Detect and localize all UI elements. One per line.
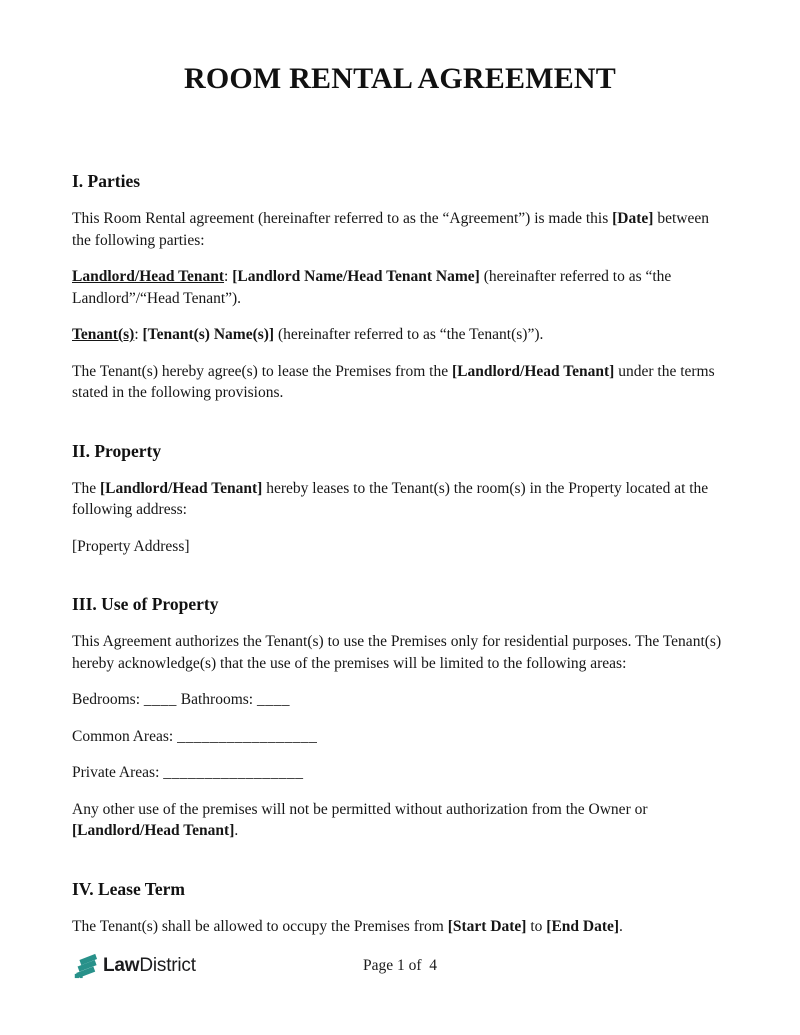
- end-date-placeholder: [End Date]: [546, 917, 620, 935]
- use-intro-text: This Agreement authorizes the Tenant(s) to use the Premises only for residential purposes. The Tenant(s) hereby acknowledge(s) that the use of the premises will be limited to the following areas:: [72, 633, 722, 672]
- occupancy-mid: to: [526, 917, 547, 935]
- tenant-definition-post: (hereinafter referred to as “the Tenant(s)”).: [274, 326, 544, 343]
- date-placeholder: [Date]: [612, 210, 654, 227]
- section-heading-use-of-property: III. Use of Property: [72, 594, 219, 614]
- bathrooms-blank: ____: [257, 691, 290, 708]
- landlord-label: Landlord/Head Tenant: [72, 268, 225, 285]
- use-restriction-paragraph: [72, 799, 728, 842]
- landlord-name-placeholder: [Landlord Name/Head Tenant Name]: [232, 268, 480, 285]
- tenant-name-placeholder: [Tenant(s) Name(s)]: [142, 326, 275, 343]
- bedrooms-label: Bedrooms:: [72, 691, 141, 708]
- private-areas-label: Private Areas:: [72, 764, 160, 781]
- lawdistrict-logo: [72, 952, 196, 980]
- page-footer: [72, 948, 728, 988]
- property-lease-pre: The: [72, 479, 100, 497]
- parties-intro-post: between the following parties:: [72, 210, 709, 249]
- section-heading-lease-term: IV. Lease Term: [72, 878, 185, 899]
- tenant-label: Tenant(s): [72, 326, 135, 343]
- logo-law-text: Law: [103, 955, 140, 976]
- bedrooms-blank: ____: [143, 691, 177, 708]
- occupancy-paragraph: [72, 916, 728, 938]
- common-areas-label: Common Areas:: [72, 727, 174, 745]
- occupancy-pre: The Tenant(s) shall be allowed to occupy the Premises from: [72, 917, 448, 935]
- common-areas-line: [72, 726, 728, 748]
- occupancy-post: .: [619, 917, 623, 935]
- parties-intro-pre: This Room Rental agreement (hereinafter referred to as the “Agreement”) is made this: [72, 210, 613, 227]
- property-address-paragraph: [72, 536, 728, 558]
- landlord-definition-paragraph: [72, 266, 728, 309]
- bathrooms-label: Bathrooms:: [180, 691, 254, 708]
- section-heading-parties: I. Parties: [72, 171, 141, 191]
- property-lease-paragraph: [72, 478, 728, 521]
- private-areas-blank: _________________: [163, 764, 304, 781]
- landlord-head-tenant-placeholder: [Landlord/Head Tenant]: [451, 362, 615, 380]
- tenant-separator: :: [134, 326, 143, 343]
- lawdistrict-logo-icon: [72, 952, 98, 980]
- use-intro-paragraph: [72, 631, 728, 674]
- property-address-placeholder: [Property Address]: [72, 537, 190, 555]
- landlord-definition-post: (hereinafter referred to as “the Landlord”/“Head Tenant”).: [72, 268, 672, 307]
- page-indicator: Page 1 of 4: [362, 957, 438, 974]
- tenant-definition-paragraph: [72, 324, 728, 346]
- landlord-head-tenant-placeholder: [Landlord/Head Tenant]: [99, 479, 263, 497]
- property-lease-post: hereby leases to the Tenant(s) the room(s) in the Property located at the following address:: [72, 479, 709, 518]
- landlord-head-tenant-placeholder: [Landlord/Head Tenant]: [72, 822, 235, 839]
- start-date-placeholder: [Start Date]: [447, 917, 527, 935]
- use-restriction-post: .: [234, 822, 239, 839]
- lease-agreement-pre: The Tenant(s) hereby agree(s) to lease the Premises from the: [72, 362, 452, 380]
- common-areas-blank: _________________: [177, 727, 318, 745]
- logo-district-text: District: [139, 955, 196, 976]
- lease-agreement-post: under the terms stated in the following provisions.: [72, 362, 715, 401]
- private-areas-line: [72, 762, 728, 784]
- parties-intro-paragraph: [72, 208, 728, 251]
- lease-agreement-paragraph: [72, 361, 728, 404]
- landlord-separator: :: [224, 268, 233, 285]
- use-restriction-pre: Any other use of the premises will not be permitted without authorization from the Owner or: [72, 800, 648, 818]
- document-title: ROOM RENTAL AGREEMENT: [183, 62, 617, 95]
- section-heading-property: II. Property: [72, 440, 162, 461]
- rooms-count-line: [72, 689, 728, 711]
- lawdistrict-logo-text: [103, 955, 196, 977]
